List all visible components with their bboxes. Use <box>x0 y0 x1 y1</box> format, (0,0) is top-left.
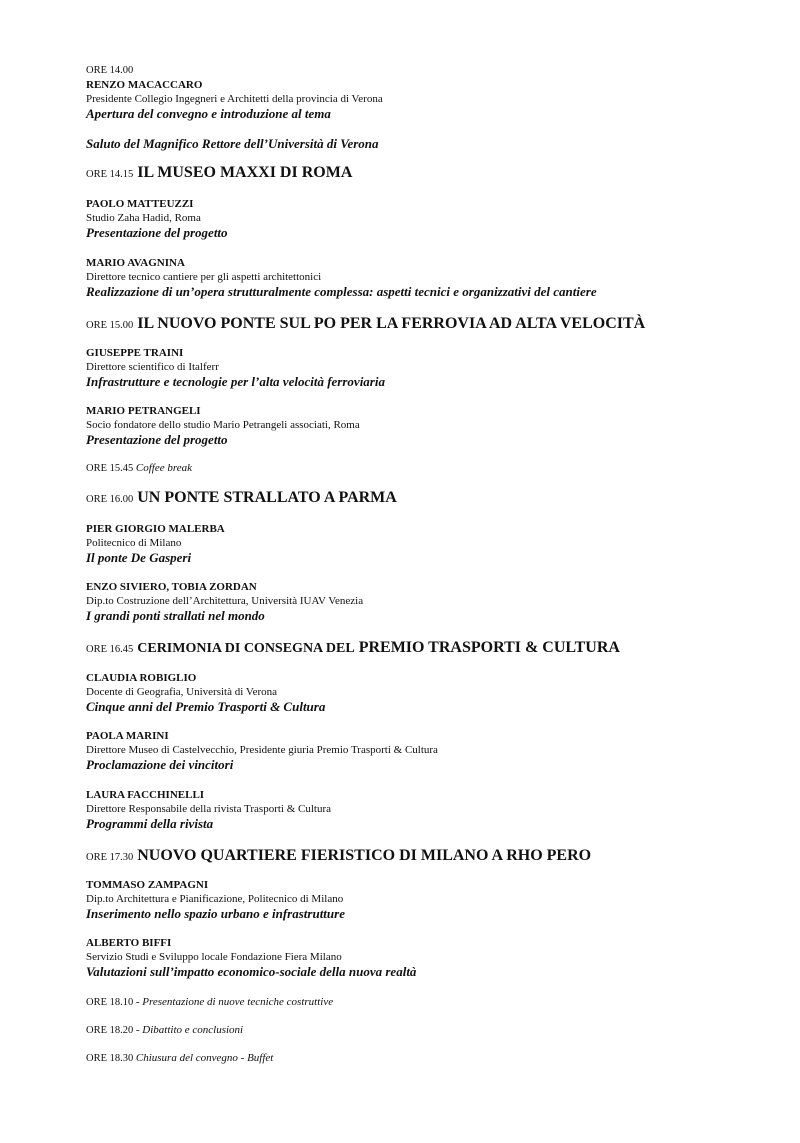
session-title: NUOVO QUARTIERE FIERISTICO DI MILANO A RHO PERO <box>137 847 592 864</box>
talk-title: Programmi della rivista <box>86 816 214 831</box>
speaker-affiliation: Direttore scientifico di Italferr <box>86 361 219 373</box>
speaker-block <box>86 78 780 122</box>
speaker-block <box>86 671 780 715</box>
talk-title: Presentazione del progetto <box>86 432 228 447</box>
session-title-prefix: CERIMONIA DI CONSEGNA DEL <box>137 641 355 656</box>
speaker-affiliation: Presidente Collegio Ingegneri e Architetti della provincia di Verona <box>86 93 383 105</box>
speaker-name: LAURA FACCHINELLI <box>86 789 205 801</box>
session-title: PREMIO TRASPORTI & CULTURA <box>358 639 620 656</box>
time-label: ORE 14.00 <box>86 65 134 76</box>
break-label: Coffee break <box>135 462 192 474</box>
item-time: ORE 18.20 <box>86 1025 134 1036</box>
speaker-name: RENZO MACACCARO <box>86 79 203 91</box>
speaker-affiliation: Docente di Geografia, Università di Verona <box>86 686 278 698</box>
session-time: ORE 14.15 <box>86 169 134 180</box>
speaker-affiliation: Dip.to Architettura e Pianificazione, Politecnico di Milano <box>86 893 344 905</box>
session-time: ORE 16.45 <box>86 644 134 655</box>
speaker-name: ENZO SIVIERO, TOBIA ZORDAN <box>86 581 257 593</box>
session-header <box>86 846 780 865</box>
speaker-block <box>86 256 780 300</box>
speaker-affiliation: Politecnico di Milano <box>86 537 182 549</box>
talk-title: Realizzazione di un’opera strutturalmente complessa: aspetti tecnici e organizzativi del cantiere <box>86 284 597 299</box>
speaker-block <box>86 580 780 624</box>
session-time: ORE 17.30 <box>86 852 134 863</box>
session-time: ORE 16.00 <box>86 494 134 505</box>
break-time: ORE 15.45 <box>86 463 134 474</box>
session-header <box>86 488 780 507</box>
session-header <box>86 638 780 658</box>
speaker-affiliation: Studio Zaha Hadid, Roma <box>86 212 201 224</box>
speaker-affiliation: Direttore tecnico cantiere per gli aspetti architettonici <box>86 271 322 283</box>
speaker-block <box>86 788 780 832</box>
speaker-name: PAOLA MARINI <box>86 730 169 742</box>
speaker-block <box>86 522 780 566</box>
speaker-block <box>86 346 780 390</box>
talk-title: Presentazione del progetto <box>86 225 228 240</box>
speaker-affiliation: Socio fondatore dello studio Mario Petrangeli associati, Roma <box>86 419 360 431</box>
speaker-name: ALBERTO BIFFI <box>86 937 172 949</box>
break-item <box>86 462 780 475</box>
closing-item <box>86 1052 780 1065</box>
speaker-block <box>86 197 780 241</box>
session-header <box>86 163 780 182</box>
speaker-affiliation: Direttore Museo di Castelvecchio, Presidente giuria Premio Trasporti & Cultura <box>86 744 438 756</box>
speaker-name: TOMMASO ZAMPAGNI <box>86 879 209 891</box>
speaker-affiliation: Servizio Studi e Sviluppo locale Fondazione Fiera Milano <box>86 951 342 963</box>
speaker-block <box>86 729 780 773</box>
speaker-name: PIER GIORGIO MALERBA <box>86 523 225 535</box>
session-title: UN PONTE STRALLATO A PARMA <box>137 489 397 506</box>
item-label: Chiusura del convegno - Buffet <box>135 1052 274 1064</box>
speaker-name: MARIO PETRANGELI <box>86 405 201 417</box>
talk-title: I grandi ponti strallati nel mondo <box>86 608 265 623</box>
talk-title: Infrastrutture e tecnologie per l’alta velocità ferroviaria <box>86 374 385 389</box>
session-title: IL NUOVO PONTE SUL PO PER LA FERROVIA AD ALTA VELOCITÀ <box>137 315 646 332</box>
session-time: ORE 15.00 <box>86 320 134 331</box>
speaker-name: CLAUDIA ROBIGLIO <box>86 672 197 684</box>
speaker-block <box>86 936 780 980</box>
talk-title: Valutazioni sull’impatto economico-sociale della nuova realtà <box>86 964 417 979</box>
talk-title: Proclamazione dei vincitori <box>86 757 234 772</box>
speaker-block <box>86 404 780 448</box>
speaker-name: MARIO AVAGNINA <box>86 257 185 269</box>
speaker-affiliation: Dip.to Costruzione dell’Architettura, Università IUAV Venezia <box>86 595 364 607</box>
item-label: - Presentazione di nuove tecniche costruttive <box>135 996 334 1008</box>
item-time: ORE 18.10 <box>86 997 134 1008</box>
talk-title: Cinque anni del Premio Trasporti & Cultura <box>86 699 326 714</box>
item-label: - Dibattito e conclusioni <box>135 1024 244 1036</box>
session-header <box>86 314 780 333</box>
session-title: IL MUSEO MAXXI DI ROMA <box>137 164 353 181</box>
closing-item <box>86 996 780 1009</box>
talk-title: Apertura del convegno e introduzione al tema <box>86 106 331 121</box>
speaker-affiliation: Direttore Responsabile della rivista Trasporti & Cultura <box>86 803 332 815</box>
speaker-name: PAOLO MATTEUZZI <box>86 198 194 210</box>
talk-title: Saluto del Magnifico Rettore dell’Università di Verona <box>86 136 379 151</box>
closing-item <box>86 1024 780 1037</box>
talk-title: Inserimento nello spazio urbano e infrastrutture <box>86 906 345 921</box>
speaker-name: GIUSEPPE TRAINI <box>86 347 184 359</box>
item-time: ORE 18.30 <box>86 1053 134 1064</box>
talk-title: Il ponte De Gasperi <box>86 550 192 565</box>
speaker-block <box>86 878 780 922</box>
